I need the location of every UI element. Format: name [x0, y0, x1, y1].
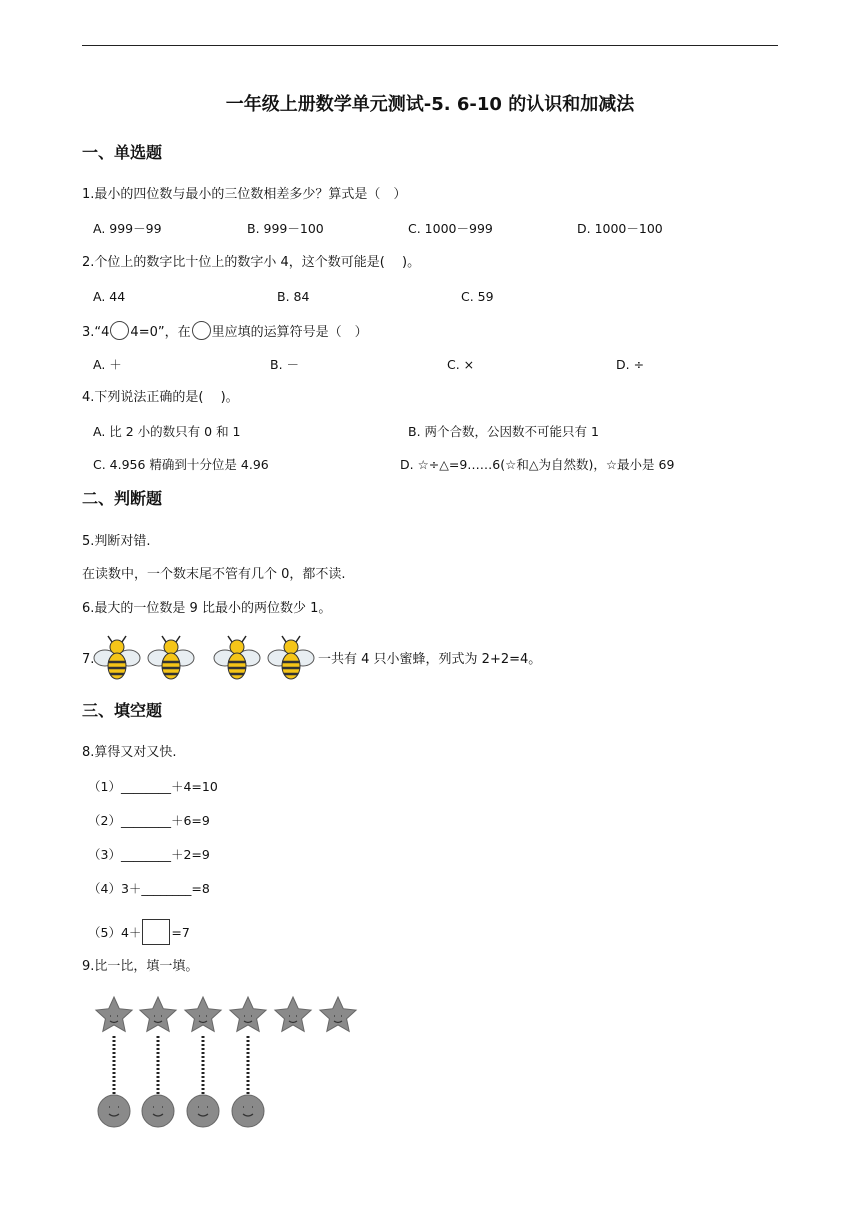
- stars-and-balls-figure: [82, 990, 360, 1132]
- question-8: 8.算得又对又快.: [82, 745, 177, 760]
- q1-option-c: C. 1000－999: [408, 221, 493, 236]
- q8-item-5: [88, 919, 190, 945]
- ball-icon: [142, 1095, 174, 1127]
- q2-option-a: A. 44: [93, 289, 126, 304]
- ball-icon: [98, 1095, 130, 1127]
- section-heading-3: 三、填空题: [82, 701, 163, 720]
- q8-item-5-prefix: （5）4＋: [88, 925, 142, 940]
- q3-option-c: C. ×: [447, 357, 475, 372]
- q8-item-2: （2）________＋6=9: [88, 813, 210, 828]
- blank-circle-icon: [192, 321, 211, 340]
- q4-option-c: C. 4.956 精确到十分位是 4.96: [93, 457, 269, 472]
- star-icon: [320, 997, 356, 1031]
- bee-icon: [146, 634, 196, 684]
- q2-option-b: B. 84: [277, 289, 310, 304]
- ball-icon: [187, 1095, 219, 1127]
- q3-option-d: D. ÷: [616, 357, 645, 372]
- question-6: 6.最大的一位数是 9 比最小的两位数少 1。: [82, 601, 332, 616]
- question-7: 一共有 4 只小蜜蜂，列式为 2+2=4。: [318, 652, 542, 667]
- question-4: 4.下列说法正确的是( )。: [82, 390, 239, 405]
- q1-option-d: D. 1000－100: [577, 221, 663, 236]
- balls-row: [98, 1095, 264, 1127]
- bee-icon: [266, 634, 316, 684]
- bee-icon: [92, 634, 142, 684]
- section-heading-2: 二、判断题: [82, 489, 163, 508]
- question-9: 9.比一比，填一填。: [82, 959, 199, 974]
- q3-mid: 4=0”，在: [130, 325, 191, 340]
- star-icon: [230, 997, 266, 1031]
- answer-box: [142, 919, 170, 945]
- q8-item-4: （4）3＋________=8: [88, 881, 210, 896]
- question-2: 2.个位上的数字比十位上的数字小 4，这个数可能是( )。: [82, 255, 421, 270]
- q1-option-b: B. 999－100: [247, 221, 324, 236]
- q4-option-d: D. ☆÷△=9……6(☆和△为自然数)，☆最小是 69: [400, 457, 675, 472]
- section-heading-1: 一、单选题: [82, 143, 163, 162]
- header-rule: [82, 45, 778, 46]
- question-5: 5.判断对错.: [82, 534, 151, 549]
- star-icon: [185, 997, 221, 1031]
- dotted-links: [114, 1036, 248, 1096]
- question-7-prefix: 7.: [82, 652, 95, 667]
- q3-option-b: B. －: [270, 357, 300, 372]
- q8-item-1: （1）________＋4=10: [88, 779, 218, 794]
- question-3: [82, 321, 368, 341]
- q8-item-3: （3）________＋2=9: [88, 847, 210, 862]
- q3-option-a: A. ＋: [93, 357, 122, 372]
- star-icon: [140, 997, 176, 1031]
- q3-prefix: 3.“4: [82, 325, 110, 340]
- page-title: 一年级上册数学单元测试-5. 6-10 的认识和加减法: [225, 94, 635, 115]
- question-1: 1.最小的四位数与最小的三位数相差多少？算式是（ ）: [82, 187, 407, 202]
- q2-option-c: C. 59: [461, 289, 494, 304]
- star-icon: [96, 997, 132, 1031]
- q4-option-a: A. 比 2 小的数只有 0 和 1: [93, 424, 241, 439]
- q8-item-5-suffix: =7: [171, 925, 190, 940]
- q4-option-b: B. 两个合数，公因数不可能只有 1: [408, 424, 599, 439]
- q1-option-a: A. 999－99: [93, 221, 162, 236]
- ball-icon: [232, 1095, 264, 1127]
- question-5-statement: 在读数中，一个数末尾不管有几个 0，都不读.: [82, 567, 346, 582]
- bee-icon: [212, 634, 262, 684]
- stars-row: [96, 997, 356, 1031]
- star-icon: [275, 997, 311, 1031]
- blank-circle-icon: [110, 321, 129, 340]
- q3-suffix: 里应填的运算符号是（ ）: [211, 325, 368, 340]
